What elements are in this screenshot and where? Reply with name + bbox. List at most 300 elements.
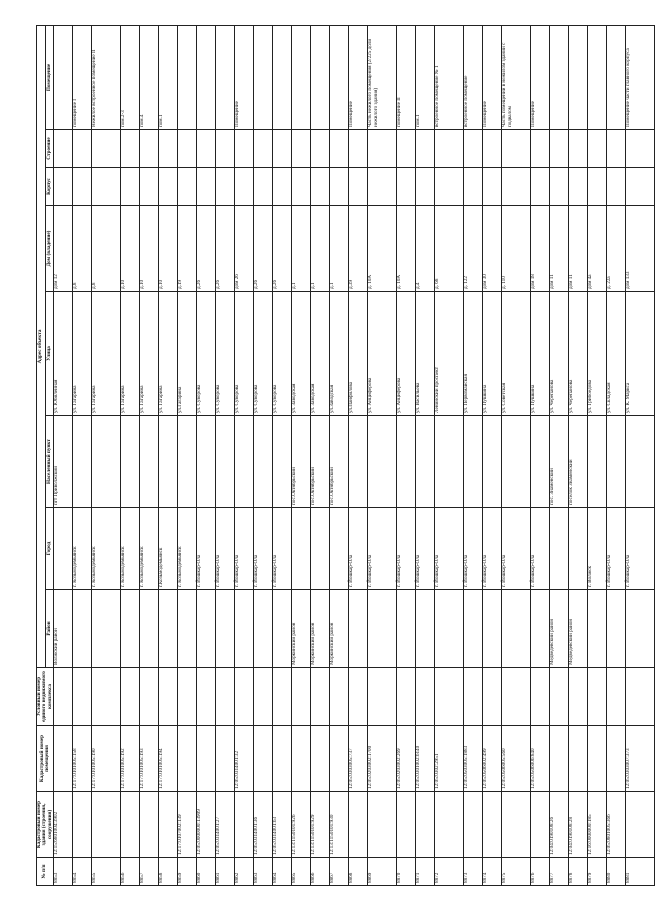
- cell-street: ул. К. Маркса: [626, 292, 655, 416]
- cell-num: 8875: [502, 858, 531, 886]
- cell-num: 8854: [73, 858, 92, 886]
- cell-street: ул. Суворова: [273, 292, 292, 416]
- cell-street: ул.Заводская: [330, 292, 349, 416]
- header-house: Дом (владение): [45, 206, 54, 292]
- cell-cad-room: 12:05:0302:2951: [435, 726, 464, 792]
- cell-cad-building: [140, 792, 159, 858]
- cell-cad-building: [416, 792, 435, 858]
- cell-house: д.8: [73, 206, 92, 292]
- cell-settlement: [502, 416, 531, 508]
- cell-cad-building: 12:05:0314001:27: [216, 792, 235, 858]
- cell-cond-num: [569, 668, 588, 726]
- cell-num: 8869: [368, 858, 397, 886]
- cell-num: 8876: [531, 858, 550, 886]
- cell-num: 8874: [483, 858, 502, 886]
- cell-building: [273, 130, 292, 168]
- cell-district: [368, 590, 397, 668]
- cell-num: 8871: [416, 858, 435, 886]
- cell-cad-room: 12:05:0503005:1883: [464, 726, 483, 792]
- cell-cad-room: [569, 726, 588, 792]
- cell-district: [235, 590, 254, 668]
- cell-settlement: [464, 416, 483, 508]
- cell-district: [216, 590, 235, 668]
- cell-house: дом 133: [626, 206, 655, 292]
- cell-district: [73, 590, 92, 668]
- header-city: Город: [45, 508, 54, 590]
- cell-settlement: [216, 416, 235, 508]
- cell-cad-room: 12:05:0303005:737: [349, 726, 368, 792]
- cell-corpus: [502, 168, 531, 206]
- cell-settlement: пос. Знаменский: [550, 416, 569, 508]
- cell-cond-num: [197, 668, 216, 726]
- cell-cad-building: [92, 792, 121, 858]
- cell-settlement: [254, 416, 273, 508]
- cell-num: 8864: [273, 858, 292, 886]
- cell-building: [178, 130, 197, 168]
- cell-cad-building: [626, 792, 655, 858]
- cell-cad-room: 12:05:0203002:1700: [368, 726, 397, 792]
- cell-city: [311, 508, 330, 590]
- cell-city: г. Йошкар-Ола: [349, 508, 368, 590]
- cell-city: г. Йошкар-Ола: [235, 508, 254, 590]
- cell-num: 8855: [92, 858, 121, 886]
- cell-corpus: [121, 168, 140, 206]
- cell-building: [159, 130, 178, 168]
- cell-building: [140, 130, 159, 168]
- table-row: [121, 25, 140, 885]
- cell-num: 8858: [159, 858, 178, 886]
- cell-house: д.8: [92, 206, 121, 292]
- cell-street: ул.Гагарина: [178, 292, 197, 416]
- cell-city: г. Йошкар-Ола: [531, 508, 550, 590]
- cell-district: [197, 590, 216, 668]
- cell-city: г. Йошкар-Ола: [435, 508, 464, 590]
- cell-house: д. 10А: [368, 206, 397, 292]
- cell-settlement: [588, 416, 607, 508]
- cell-street: ул. Заводская: [292, 292, 311, 416]
- cell-room: [216, 25, 235, 129]
- cell-city: г. Козьмодемьянск: [92, 508, 121, 590]
- cell-street: ул. Гагарина: [121, 292, 140, 416]
- cell-city: г. Йошкар-Ола: [216, 508, 235, 590]
- cell-room: [588, 25, 607, 129]
- cell-corpus: [178, 168, 197, 206]
- cell-cad-room: 12:05:0303007:373: [626, 726, 655, 792]
- cell-building: [569, 130, 588, 168]
- cell-corpus: [330, 168, 349, 206]
- cell-building: [92, 130, 121, 168]
- cell-cad-room: 12:05:0314001:32: [235, 726, 254, 792]
- cell-city: г. Йошкар-Ола: [502, 508, 531, 590]
- cell-street: ул. Суворова: [254, 292, 273, 416]
- cell-settlement: [626, 416, 655, 508]
- cell-district: Моркинский район: [292, 590, 311, 668]
- cell-cad-building: 12:04:0190108:28: [569, 792, 588, 858]
- cell-room: [197, 25, 216, 129]
- cell-house: д.4: [416, 206, 435, 292]
- cell-cond-num: [464, 668, 483, 726]
- cell-cad-room: [550, 726, 569, 792]
- cell-cad-room: 12:05:0203002:269: [397, 726, 416, 792]
- cell-settlement: [197, 416, 216, 508]
- table-row: [273, 25, 292, 885]
- cell-cad-room: [216, 726, 235, 792]
- table-row: [73, 25, 92, 885]
- cell-corpus: [464, 168, 483, 206]
- cell-city: г.Козьмодемьянск: [159, 508, 178, 590]
- cell-num: 8865: [292, 858, 311, 886]
- cell-building: [368, 130, 397, 168]
- cell-room: [607, 25, 626, 129]
- cell-room: помещение II: [397, 25, 416, 129]
- cell-building: [216, 130, 235, 168]
- cell-corpus: [159, 168, 178, 206]
- cell-cad-room: 12:05:0506005:560: [502, 726, 531, 792]
- cell-building: [531, 130, 550, 168]
- cell-room: Помещение: [483, 25, 502, 129]
- table-body: [54, 25, 655, 885]
- cell-city: г. Козьмодемьянск: [140, 508, 159, 590]
- cell-cad-room: 12:17:0101005:192: [121, 726, 140, 792]
- cell-num: 8861: [216, 858, 235, 886]
- table-row: [626, 25, 655, 885]
- cell-city: [330, 508, 349, 590]
- table-row: [330, 25, 349, 885]
- table-row: [197, 25, 216, 885]
- cell-district: [140, 590, 159, 668]
- cell-corpus: [54, 168, 73, 206]
- table-row: [292, 25, 311, 885]
- cell-room: встроенное помещение № 1: [435, 25, 464, 129]
- cell-cad-room: [292, 726, 311, 792]
- cell-cad-building: 12:16:0000000:185: [588, 792, 607, 858]
- table-row: [569, 25, 588, 885]
- cell-cond-num: [416, 668, 435, 726]
- cell-room: Помещение: [235, 25, 254, 129]
- cell-district: [397, 590, 416, 668]
- cell-building: [435, 130, 464, 168]
- header-cond-num: Условный номер единого недвижимого комплекса: [37, 668, 54, 726]
- cell-room: пом.1: [416, 25, 435, 129]
- cell-corpus: [483, 168, 502, 206]
- cell-building: [254, 130, 273, 168]
- cell-settlement: [368, 416, 397, 508]
- cell-street: ул. Первомайская: [464, 292, 483, 416]
- cell-settlement: [531, 416, 550, 508]
- cell-settlement: [607, 416, 626, 508]
- cell-street: ул. Васильева: [416, 292, 435, 416]
- cell-cad-room: 12:17:0101005:193: [140, 726, 159, 792]
- cell-district: [626, 590, 655, 668]
- cell-room: Помещение: [349, 25, 368, 129]
- cell-building: [483, 130, 502, 168]
- table-row: [416, 25, 435, 885]
- cell-city: г. Йошкар-Ола: [368, 508, 397, 590]
- cell-room: Часть нежилого помещения (2/225 доли нежилого здания): [368, 25, 397, 129]
- cell-cond-num: [550, 668, 569, 726]
- table-row: [550, 25, 569, 885]
- cell-room: пом.4: [140, 25, 159, 129]
- cell-cad-building: [349, 792, 368, 858]
- cell-room: [54, 25, 73, 129]
- cell-house: д.26: [254, 206, 273, 292]
- cell-cad-room: 12:05:0506006:840: [531, 726, 550, 792]
- cell-cad-room: [273, 726, 292, 792]
- cell-district: [254, 590, 273, 668]
- cell-room: Помещение: [531, 25, 550, 129]
- cell-street: ул. Складская: [607, 292, 626, 416]
- cell-house: д.26: [273, 206, 292, 292]
- cell-cond-num: [607, 668, 626, 726]
- table-row: [464, 25, 483, 885]
- cell-cad-room: [311, 726, 330, 792]
- cell-street: ул. Гагарина: [140, 292, 159, 416]
- cell-num: 8857: [140, 858, 159, 886]
- cell-house: д.26: [197, 206, 216, 292]
- cell-cond-num: [92, 668, 121, 726]
- cell-num: 8881: [626, 858, 655, 886]
- cell-cad-building: 12:05:0801005:366: [607, 792, 626, 858]
- cell-settlement: поселок Знаменский: [569, 416, 588, 508]
- table-row: [483, 25, 502, 885]
- cell-corpus: [435, 168, 464, 206]
- header-address-group: Адрес объекта: [37, 25, 46, 667]
- cell-cad-room: [54, 726, 73, 792]
- cell-district: Медведевский район: [550, 590, 569, 668]
- cell-house: д. 68: [435, 206, 464, 292]
- cell-num: 8872: [435, 858, 464, 886]
- cell-cond-num: [349, 668, 368, 726]
- cell-city: г. Йошкар-Ола: [464, 508, 483, 590]
- cell-cad-building: 12:05:0000000:13909: [197, 792, 216, 858]
- cell-house: д. 122: [464, 206, 483, 292]
- cell-settlement: [140, 416, 159, 508]
- cell-room: пом.2-3: [121, 25, 140, 129]
- cell-cad-building: [73, 792, 92, 858]
- cell-corpus: [292, 168, 311, 206]
- table-row: [435, 25, 464, 885]
- cell-cad-room: [588, 726, 607, 792]
- cell-room: [569, 25, 588, 129]
- cell-room: [178, 25, 197, 129]
- cell-street: ул. Грибоедова: [588, 292, 607, 416]
- cell-corpus: [273, 168, 292, 206]
- cell-street: ул. Черепанова: [550, 292, 569, 416]
- cell-street: ул. Гагарина: [73, 292, 92, 416]
- cell-cond-num: [159, 668, 178, 726]
- cell-house: дом 26: [235, 206, 254, 292]
- cell-street: ул. Заводская: [311, 292, 330, 416]
- cell-cad-room: 12:17:0101005:190: [92, 726, 121, 792]
- cell-cad-room: 12:17:0101005:158: [73, 726, 92, 792]
- cell-street: ул. Черепанова: [569, 292, 588, 416]
- cell-settlement: [273, 416, 292, 508]
- cell-city: г. Йошкар-Ола: [273, 508, 292, 590]
- header-cad-building: Кадастровый номер здания (строения, сооружения): [37, 792, 54, 858]
- cell-city: г. Йошкар-Ола: [397, 508, 416, 590]
- cell-city: г. Йошкар-Ола: [254, 508, 273, 590]
- header-building: Строение: [45, 130, 54, 168]
- cell-house: дом 12: [54, 206, 73, 292]
- cell-cond-num: [273, 668, 292, 726]
- cell-cad-room: [178, 726, 197, 792]
- cell-cond-num: [531, 668, 550, 726]
- cell-street: Ленинский проспект: [435, 292, 464, 416]
- cell-cad-room: 12:17:0101005:194: [159, 726, 178, 792]
- cell-building: [397, 130, 416, 168]
- table-header: [37, 25, 54, 885]
- cell-building: [235, 130, 254, 168]
- cell-district: Моркинский район: [330, 590, 349, 668]
- cell-building: [502, 130, 531, 168]
- cell-house: дом 30: [483, 206, 502, 292]
- table-row: [254, 25, 273, 885]
- cell-corpus: [92, 168, 121, 206]
- cell-building: [464, 130, 483, 168]
- cell-cond-num: [588, 668, 607, 726]
- cell-city: [292, 508, 311, 590]
- cell-city: г. Йошкар-Ола: [607, 508, 626, 590]
- cell-cond-num: [435, 668, 464, 726]
- cell-cond-num: [54, 668, 73, 726]
- cell-corpus: [254, 168, 273, 206]
- cell-num: 8878: [569, 858, 588, 886]
- cell-num: 8856: [121, 858, 140, 886]
- table-row: [216, 25, 235, 885]
- table-row: [588, 25, 607, 885]
- cell-district: Медведевский район: [569, 590, 588, 668]
- table-row: [178, 25, 197, 885]
- cell-corpus: [397, 168, 416, 206]
- cell-street: ул. Юбилейная: [54, 292, 73, 416]
- cell-district: Волжский район: [54, 590, 73, 668]
- cell-house: дом 4а: [588, 206, 607, 292]
- header-district: Район: [45, 590, 54, 668]
- header-settlement: Населенный пункт: [45, 416, 54, 508]
- cell-district: Моркинский район: [311, 590, 330, 668]
- cell-district: [607, 590, 626, 668]
- cell-street: ул. Гагарина: [92, 292, 121, 416]
- cell-cond-num: [626, 668, 655, 726]
- cell-city: г. Йошкар-Ола: [626, 508, 655, 590]
- cell-cond-num: [330, 668, 349, 726]
- cell-street: ул. Гагарина: [159, 292, 178, 416]
- cell-house: дом 18: [531, 206, 550, 292]
- cell-city: [550, 508, 569, 590]
- cell-cad-room: [197, 726, 216, 792]
- cell-district: [273, 590, 292, 668]
- cell-cad-building: [464, 792, 483, 858]
- cell-settlement: пос.Октябрьский: [311, 416, 330, 508]
- cell-cond-num: [368, 668, 397, 726]
- cell-district: [92, 590, 121, 668]
- cell-building: [588, 130, 607, 168]
- cell-cad-building: [159, 792, 178, 858]
- cell-cond-num: [140, 668, 159, 726]
- cell-cond-num: [397, 668, 416, 726]
- cell-room: пом.1: [159, 25, 178, 129]
- cell-cad-building: 12:05:0314001:36: [254, 792, 273, 858]
- cell-cond-num: [254, 668, 273, 726]
- cell-room: [311, 25, 330, 129]
- cell-district: [483, 590, 502, 668]
- cell-corpus: [140, 168, 159, 206]
- cell-cad-building: [435, 792, 464, 858]
- cell-cad-building: [368, 792, 397, 858]
- cell-district: [349, 590, 368, 668]
- cell-cad-building: 12:04:0190108:26: [550, 792, 569, 858]
- cell-settlement: [178, 416, 197, 508]
- cell-city: г. Йошкар-Ола: [197, 508, 216, 590]
- cell-district: [416, 590, 435, 668]
- cell-room: [254, 25, 273, 129]
- header-num: № п/п: [37, 858, 54, 886]
- cell-cad-room: 12:05:0506002:499: [483, 726, 502, 792]
- cell-building: [626, 130, 655, 168]
- cell-num: 8866: [311, 858, 330, 886]
- cell-settlement: пос.Октябрьский: [292, 416, 311, 508]
- cell-city: [54, 508, 73, 590]
- cell-corpus: [368, 168, 397, 206]
- header-cad-room: Кадастровый номер помещения: [37, 726, 54, 792]
- cell-cad-building: [483, 792, 502, 858]
- cell-house: д.26: [216, 206, 235, 292]
- cell-corpus: [197, 168, 216, 206]
- cell-room: Нежилое встроенное помещение II: [92, 25, 121, 129]
- cell-num: 8880: [607, 858, 626, 886]
- cell-settlement: [235, 416, 254, 508]
- cell-cond-num: [483, 668, 502, 726]
- cell-settlement: [159, 416, 178, 508]
- cell-cad-building: 12:13:1150101:929: [311, 792, 330, 858]
- table-row: [607, 25, 626, 885]
- header-corpus: Корпус: [45, 168, 54, 206]
- cell-num: 8862: [235, 858, 254, 886]
- table-row: [368, 25, 397, 885]
- cell-cad-building: 12:13:1150101:930: [330, 792, 349, 858]
- table-row: [531, 25, 550, 885]
- cell-street: ул. Анциферова: [368, 292, 397, 416]
- cell-cond-num: [178, 668, 197, 726]
- cell-cad-building: 12:17:0107002:139: [178, 792, 197, 858]
- cell-street: ул. Пушкина: [483, 292, 502, 416]
- cell-building: [54, 130, 73, 168]
- cell-cad-room: [607, 726, 626, 792]
- cell-num: 8867: [330, 858, 349, 886]
- cell-cond-num: [121, 668, 140, 726]
- cell-house: д.1: [330, 206, 349, 292]
- cell-building: [73, 130, 92, 168]
- cell-room: встроенное помещение: [464, 25, 483, 129]
- cell-building: [349, 130, 368, 168]
- cell-district: [502, 590, 531, 668]
- cell-num: 8860: [197, 858, 216, 886]
- cell-corpus: [588, 168, 607, 206]
- cell-building: [311, 130, 330, 168]
- cell-street: ул. Суворова: [235, 292, 254, 416]
- cell-corpus: [311, 168, 330, 206]
- cell-house: дом 11: [569, 206, 588, 292]
- cell-cond-num: [311, 668, 330, 726]
- cell-city: г. Козьмодемьянск: [178, 508, 197, 590]
- cell-cond-num: [502, 668, 531, 726]
- cell-corpus: [607, 168, 626, 206]
- cell-corpus: [531, 168, 550, 206]
- cell-street: ул. Анциферова: [397, 292, 416, 416]
- cell-cad-building: [235, 792, 254, 858]
- cell-house: д. 110: [502, 206, 531, 292]
- cell-building: [197, 130, 216, 168]
